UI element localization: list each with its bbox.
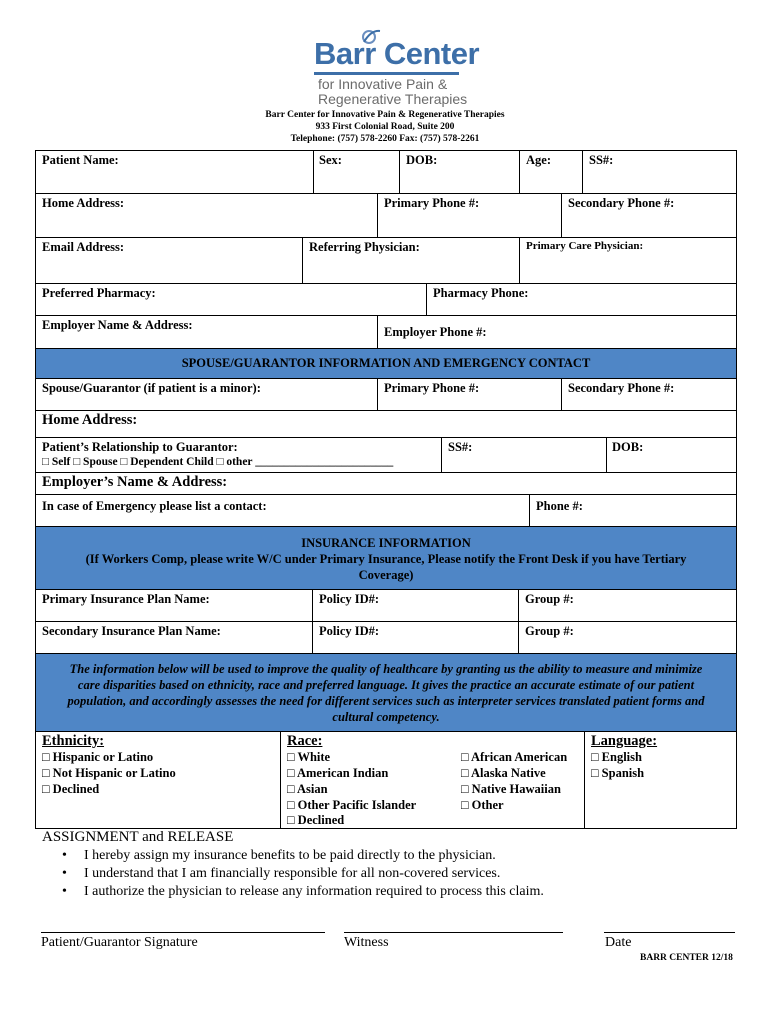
witness-label: Witness bbox=[344, 935, 389, 950]
email-label: Email Address: bbox=[42, 240, 125, 254]
notice-line-1: The information below will be used to improve the quality of healthcare by granting us the ability to measure and minimize bbox=[69, 662, 703, 676]
language-option-english[interactable]: □ English bbox=[591, 750, 642, 764]
race-option-other[interactable]: □ Other bbox=[461, 798, 504, 812]
insurance-header-note-2: Coverage) bbox=[358, 568, 414, 582]
assignment-item: I understand that I am financially responsible for all non-covered services. bbox=[84, 866, 501, 881]
primary-policy-label: Policy ID#: bbox=[319, 592, 380, 606]
sex-label: Sex: bbox=[319, 153, 342, 167]
relationship-label: Patient’s Relationship to Guarantor: bbox=[42, 440, 238, 454]
primary-phone-label: Primary Phone #: bbox=[384, 196, 480, 210]
assignment-title: ASSIGNMENT and RELEASE bbox=[42, 829, 234, 845]
age-label: Age: bbox=[526, 153, 551, 167]
emergency-contact-label: In case of Emergency please list a contact: bbox=[42, 499, 267, 513]
date-line[interactable] bbox=[604, 932, 735, 933]
ethnicity-option-declined[interactable]: □ Declined bbox=[42, 782, 100, 796]
secondary-policy-label: Policy ID#: bbox=[319, 624, 380, 638]
referring-physician-label: Referring Physician: bbox=[309, 240, 420, 254]
emergency-phone-label: Phone #: bbox=[536, 499, 583, 513]
patient-signature-label: Patient/Guarantor Signature bbox=[41, 935, 198, 950]
address-line-1: Barr Center for Innovative Pain & Regenerative Therapies bbox=[265, 110, 505, 120]
insurance-header-note: (If Workers Comp, please write W/C under Primary Insurance, Please notify the Front Desk if you have Tertiary bbox=[85, 552, 687, 566]
witness-signature-line[interactable] bbox=[344, 932, 563, 933]
logo-subtitle-1: for Innovative Pain & bbox=[318, 76, 448, 92]
patient-signature-line[interactable] bbox=[41, 932, 325, 933]
bullet-icon: • bbox=[62, 848, 67, 863]
guarantor-ss-label: SS#: bbox=[448, 440, 473, 454]
bullet-icon: • bbox=[62, 884, 67, 899]
notice-line-4: cultural competency. bbox=[332, 710, 440, 724]
address-line-2: 933 First Colonial Road, Suite 200 bbox=[315, 122, 455, 132]
secondary-group-label: Group #: bbox=[525, 624, 574, 638]
race-option-alaska-native[interactable]: □ Alaska Native bbox=[461, 766, 546, 780]
secondary-plan-label: Secondary Insurance Plan Name: bbox=[42, 624, 221, 638]
ethnicity-option-not-hispanic[interactable]: □ Not Hispanic or Latino bbox=[42, 766, 176, 780]
primary-plan-label: Primary Insurance Plan Name: bbox=[42, 592, 210, 606]
logo-underline bbox=[314, 72, 459, 75]
dob-label: DOB: bbox=[406, 153, 438, 167]
primary-group-label: Group #: bbox=[525, 592, 574, 606]
patient-name-label: Patient Name: bbox=[42, 153, 119, 167]
language-title: Language: bbox=[591, 733, 658, 749]
guarantor-label: Spouse/Guarantor (if patient is a minor): bbox=[42, 381, 261, 395]
form-footer-code: BARR CENTER 12/18 bbox=[640, 953, 733, 963]
language-option-spanish[interactable]: □ Spanish bbox=[591, 766, 645, 780]
ss-label: SS#: bbox=[589, 153, 614, 167]
spouse-section-header: SPOUSE/GUARANTOR INFORMATION AND EMERGENCY CONTACT bbox=[181, 356, 591, 370]
employer-label: Employer Name & Address: bbox=[42, 318, 193, 332]
guarantor-secondary-phone-label: Secondary Phone #: bbox=[568, 381, 675, 395]
employer-phone-label: Employer Phone #: bbox=[384, 325, 487, 339]
assignment-item: I hereby assign my insurance benefits to be paid directly to the physician. bbox=[84, 848, 496, 863]
guarantor-home-address-label: Home Address: bbox=[42, 412, 138, 428]
pharmacy-phone-label: Pharmacy Phone: bbox=[433, 286, 529, 300]
bullet-icon: • bbox=[62, 866, 67, 881]
secondary-phone-label: Secondary Phone #: bbox=[568, 196, 675, 210]
relationship-options[interactable]: □ Self □ Spouse □ Dependent Child □ other ________________________ bbox=[42, 456, 394, 468]
guarantor-dob-label: DOB: bbox=[612, 440, 644, 454]
ethnicity-title: Ethnicity: bbox=[42, 733, 105, 749]
preferred-pharmacy-label: Preferred Pharmacy: bbox=[42, 286, 156, 300]
logo-title: Barr Center bbox=[314, 36, 480, 71]
race-option-american-indian[interactable]: □ American Indian bbox=[287, 766, 389, 780]
logo-subtitle-2: Regenerative Therapies bbox=[318, 91, 468, 107]
date-label: Date bbox=[605, 935, 632, 950]
home-address-label: Home Address: bbox=[42, 196, 125, 210]
insurance-header-title: INSURANCE INFORMATION bbox=[301, 536, 471, 550]
notice-line-3: population, and accordingly assesses the need for different services such as interpreter services translated patient forms and bbox=[67, 694, 705, 708]
race-option-pacific-islander[interactable]: □ Other Pacific Islander bbox=[287, 798, 417, 812]
race-option-african-american[interactable]: □ African American bbox=[461, 750, 568, 764]
notice-line-2: care disparities based on ethnicity, race and preferred language. It gives the practice an accurate estimate of our patient bbox=[77, 678, 695, 692]
address-line-3: Telephone: (757) 578-2260 Fax: (757) 578-2261 bbox=[290, 134, 480, 144]
race-option-white[interactable]: □ White bbox=[287, 750, 331, 764]
race-title: Race: bbox=[287, 733, 323, 749]
ethnicity-option-hispanic[interactable]: □ Hispanic or Latino bbox=[42, 750, 154, 764]
primary-care-physician-label: Primary Care Physician: bbox=[526, 240, 644, 252]
guarantor-primary-phone-label: Primary Phone #: bbox=[384, 381, 480, 395]
race-option-native-hawaiian[interactable]: □ Native Hawaiian bbox=[461, 782, 561, 796]
race-option-declined[interactable]: □ Declined bbox=[287, 813, 345, 827]
guarantor-employer-label: Employer’s Name & Address: bbox=[42, 474, 228, 490]
assignment-item: I authorize the physician to release any information required to process this claim. bbox=[84, 884, 544, 899]
race-option-asian[interactable]: □ Asian bbox=[287, 782, 328, 796]
